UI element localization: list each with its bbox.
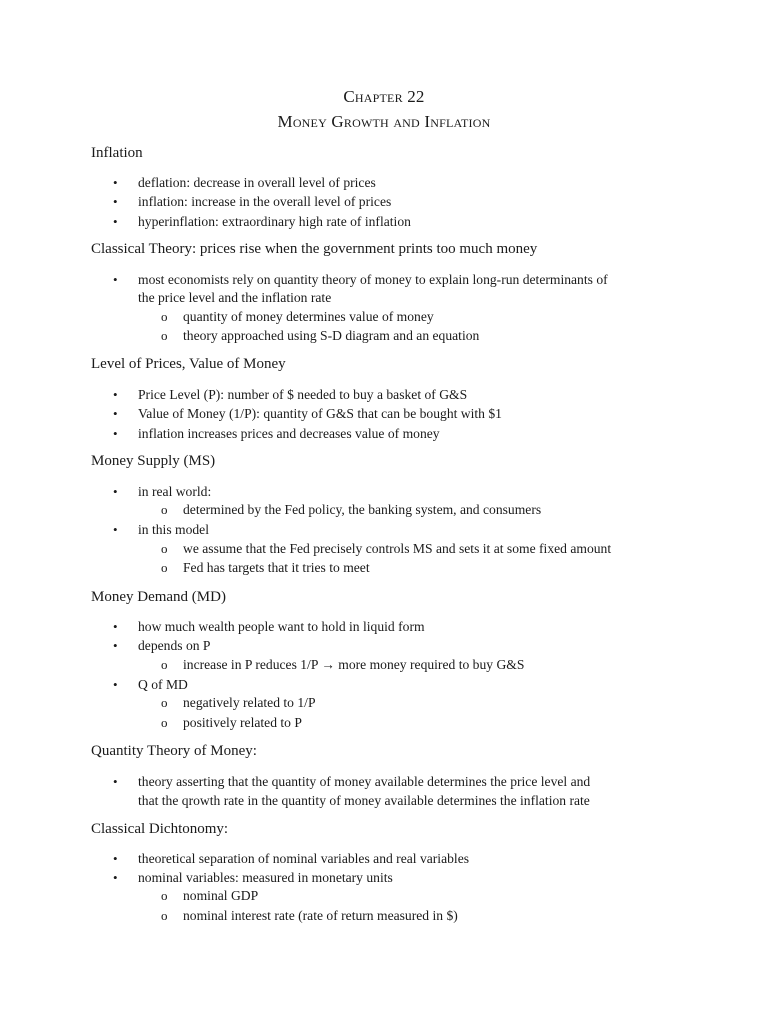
- bullet-icon: •: [113, 175, 118, 190]
- sub-list-item: nominal interest rate (rate of return measured in $): [183, 908, 458, 923]
- bullet-icon: •: [113, 870, 118, 885]
- list-item: nominal variables: measured in monetary units: [138, 870, 393, 885]
- bullet-icon: •: [113, 194, 118, 209]
- list-item-continuation: the price level and the inflation rate: [138, 290, 332, 305]
- sub-bullet-icon: o: [161, 560, 168, 575]
- list-item: theoretical separation of nominal variables and real variables: [138, 851, 470, 866]
- list-item: in real world:: [138, 484, 212, 499]
- bullet-icon: •: [113, 619, 118, 634]
- sub-bullet-icon: o: [161, 715, 168, 730]
- section-heading-classical-dichotomy: Classical Dichtonomy:: [91, 821, 229, 837]
- bullet-icon: •: [113, 851, 118, 866]
- list-item: inflation: increase in the overall level of prices: [138, 194, 392, 209]
- list-item: Value of Money (1/P): quantity of G&S that can be bought with $1: [138, 406, 502, 421]
- chapter-title: Chapter 22: [343, 87, 425, 106]
- bullet-icon: •: [113, 638, 118, 653]
- list-item: hyperinflation: extraordinary high rate of inflation: [138, 214, 411, 229]
- sub-bullet-icon: o: [161, 888, 168, 903]
- list-item: Q of MD: [138, 677, 188, 692]
- sub-list-item: Fed has targets that it tries to meet: [183, 560, 370, 575]
- sub-list-item: quantity of money determines value of money: [183, 309, 434, 324]
- section-heading-inflation: Inflation: [91, 145, 143, 161]
- sub-list-item: increase in P reduces 1/P → more money required to buy G&S: [183, 657, 525, 672]
- section-heading-level-of-prices: Level of Prices, Value of Money: [91, 356, 286, 372]
- chapter-subtitle: Money Growth and Inflation: [277, 112, 491, 131]
- sub-bullet-icon: o: [161, 695, 168, 710]
- sub-bullet-icon: o: [161, 328, 168, 343]
- bullet-icon: •: [113, 774, 118, 789]
- bullet-icon: •: [113, 272, 118, 287]
- sub-bullet-icon: o: [161, 908, 168, 923]
- sub-bullet-icon: o: [161, 502, 168, 517]
- list-item: most economists rely on quantity theory of money to explain long-run determinants of: [138, 272, 608, 287]
- list-item: deflation: decrease in overall level of prices: [138, 175, 376, 190]
- section-heading-classical-theory: Classical Theory: prices rise when the government prints too much money: [91, 241, 538, 257]
- sub-list-item: nominal GDP: [183, 888, 259, 903]
- section-heading-money-demand: Money Demand (MD): [91, 589, 226, 605]
- list-item: theory asserting that the quantity of money available determines the price level and: [138, 774, 591, 789]
- list-item: depends on P: [138, 638, 211, 653]
- sub-list-item: negatively related to 1/P: [183, 695, 316, 710]
- bullet-icon: •: [113, 426, 118, 441]
- sub-bullet-icon: o: [161, 657, 168, 672]
- sub-list-item: theory approached using S-D diagram and an equation: [183, 328, 480, 343]
- list-item: Price Level (P): number of $ needed to buy a basket of G&S: [138, 387, 468, 402]
- bullet-icon: •: [113, 677, 118, 692]
- section-heading-quantity-theory: Quantity Theory of Money:: [91, 743, 257, 759]
- list-item: in this model: [138, 522, 209, 537]
- list-item: how much wealth people want to hold in liquid form: [138, 619, 425, 634]
- sub-bullet-icon: o: [161, 309, 168, 324]
- bullet-icon: •: [113, 522, 118, 537]
- bullet-icon: •: [113, 406, 118, 421]
- section-heading-money-supply: Money Supply (MS): [91, 453, 216, 469]
- sub-list-item: positively related to P: [183, 715, 302, 730]
- sub-bullet-icon: o: [161, 541, 168, 556]
- sub-list-item: we assume that the Fed precisely controls MS and sets it at some fixed amount: [183, 541, 612, 556]
- bullet-icon: •: [113, 484, 118, 499]
- sub-list-item: determined by the Fed policy, the banking system, and consumers: [183, 502, 542, 517]
- list-item: inflation increases prices and decreases value of money: [138, 426, 440, 441]
- bullet-icon: •: [113, 387, 118, 402]
- list-item-continuation: that the qrowth rate in the quantity of money available determines the inflation rate: [138, 793, 590, 808]
- bullet-icon: •: [113, 214, 118, 229]
